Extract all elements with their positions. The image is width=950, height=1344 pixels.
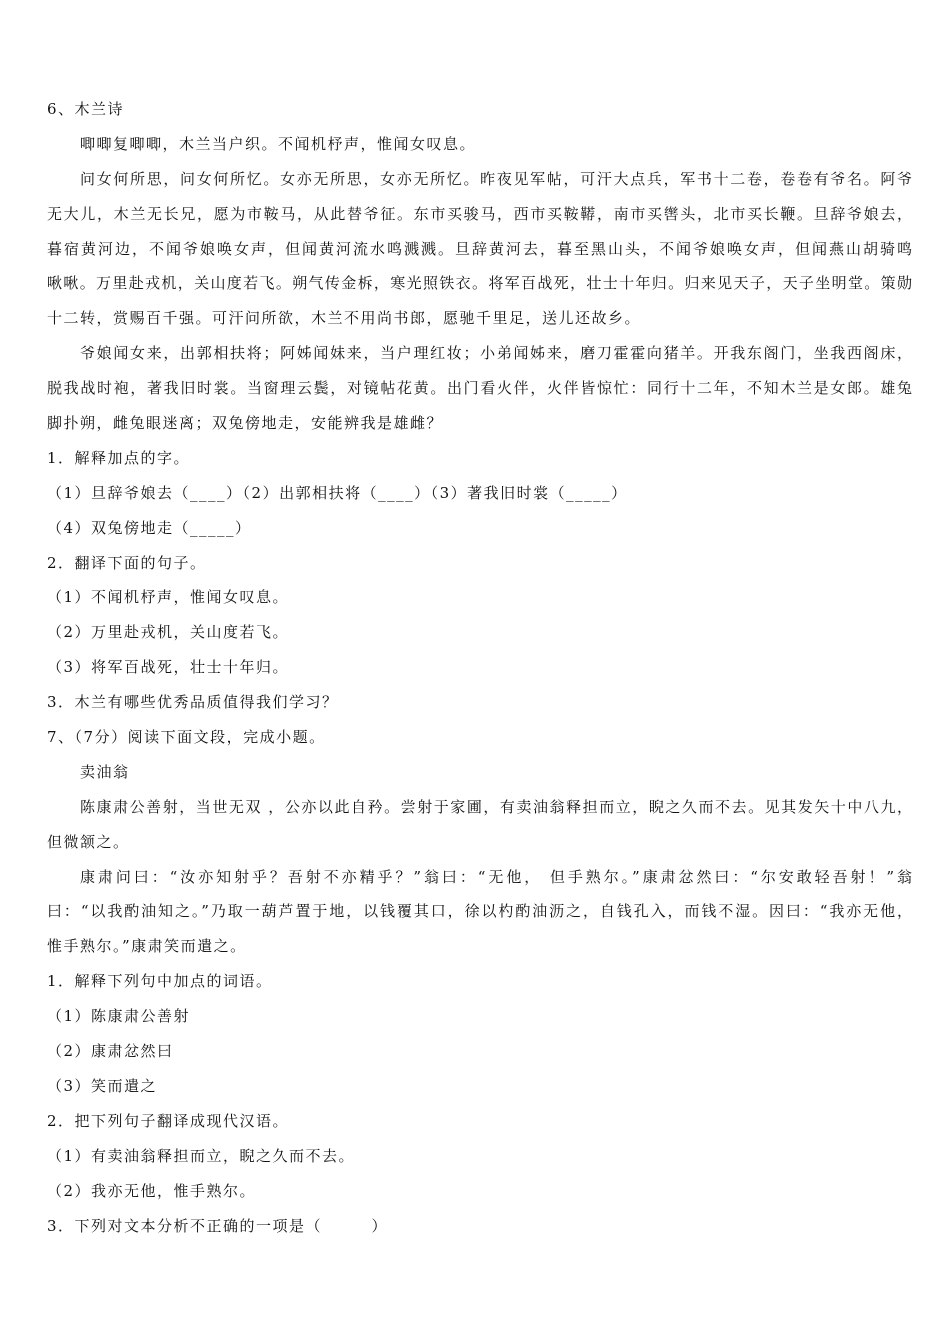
text-line: 问女何所思，问女何所忆。女亦无所思，女亦无所忆。昨夜见军帖，可汗大点兵，军书十二卷，卷卷有爷名。阿爷 <box>80 169 913 188</box>
text-line: 脚扑朔，雌兔眼迷离；双兔傍地走，安能辨我是雄雌？ <box>47 414 444 433</box>
text-line: （4）双兔傍地走（_____） <box>47 518 252 537</box>
text-line: （2）我亦无他，惟手熟尔。 <box>47 1181 257 1200</box>
text-line: （1）旦辞爷娘去（____）（2）出郭相扶将（____）（3）著我旧时裳（_____） <box>47 483 628 502</box>
text-line: 啾啾。万里赴戎机，关山度若飞。朔气传金柝，寒光照铁衣。将军百战死，壮士十年归。归来见天子，天子坐明堂。策勋 <box>47 274 913 293</box>
text-line: 1．解释加点的字。 <box>47 448 191 467</box>
text-line: 陈康肃公善射，当世无双 ，公亦以此自矜。尝射于家圃，有卖油翁释担而立，睨之久而不去。见其发矢十中八九， <box>80 797 913 816</box>
text-line: 爷娘闻女来，出郭相扶将；阿姊闻妹来，当户理红妆；小弟闻姊来，磨刀霍霍向猪羊。开我东阁门，坐我西阁床， <box>80 344 913 363</box>
text-line: （1）不闻机杼声，惟闻女叹息。 <box>47 588 290 607</box>
document-body <box>47 92 913 1243</box>
text-line: 2．把下列句子翻译成现代汉语。 <box>47 1111 290 1130</box>
text-line: 十二转，赏赐百千强。可汗问所欲，木兰不用尚书郎，愿驰千里足，送儿还故乡。 <box>47 309 642 328</box>
text-line: （1）有卖油翁释担而立，睨之久而不去。 <box>47 1146 356 1165</box>
text-line: 1．解释下列句中加点的词语。 <box>47 972 273 991</box>
text-line: 康肃问曰：“汝亦知射乎？吾射不亦精乎？”翁曰：“无他， 但手熟尔。”康肃忿然曰：“尔安敢轻吾射！”翁 <box>80 867 913 886</box>
text-line: 暮宿黄河边，不闻爷娘唤女声，但闻黄河流水鸣溅溅。旦辞黄河去，暮至黑山头，不闻爷娘唤女声，但闻燕山胡骑鸣 <box>47 239 913 258</box>
text-line: 卖油翁 <box>80 762 130 781</box>
text-line: 唧唧复唧唧，木兰当户织。不闻机杼声，惟闻女叹息。 <box>80 134 477 153</box>
text-line: （2）康肃忿然曰 <box>47 1042 174 1061</box>
text-line: 曰：“以我酌油知之。”乃取一葫芦置于地，以钱覆其口，徐以杓酌油沥之，自钱孔入，而钱不湿。因曰：“我亦无他， <box>47 902 913 921</box>
text-line: 6、木兰诗 <box>47 100 125 118</box>
text-line: 惟手熟尔。”康肃笑而遣之。 <box>47 937 247 956</box>
text-line: （2）万里赴戎机，关山度若飞。 <box>47 623 290 642</box>
text-line: 脱我战时袍，著我旧时裳。当窗理云鬓，对镜帖花黄。出门看火伴，火伴皆惊忙：同行十二年，不知木兰是女郎。雄兔 <box>47 379 913 398</box>
text-line: 2．翻译下面的句子。 <box>47 553 207 572</box>
text-line: 无大儿，木兰无长兄，愿为市鞍马，从此替爷征。东市买骏马，西市买鞍鞯，南市买辔头，北市买长鞭。旦辞爷娘去， <box>47 204 913 223</box>
text-line: 3．木兰有哪些优秀品质值得我们学习？ <box>47 693 339 712</box>
text-line: 3．下列对文本分析不正确的一项是（ ） <box>47 1216 389 1235</box>
text-line: 7、（7分）阅读下面文段，完成小题。 <box>47 728 326 747</box>
text-line: （3）将军百战死，壮士十年归。 <box>47 658 290 677</box>
text-line: （3）笑而遣之 <box>47 1076 158 1095</box>
text-line: 但微颔之。 <box>47 832 130 851</box>
text-line: （1）陈康肃公善射 <box>47 1007 191 1026</box>
